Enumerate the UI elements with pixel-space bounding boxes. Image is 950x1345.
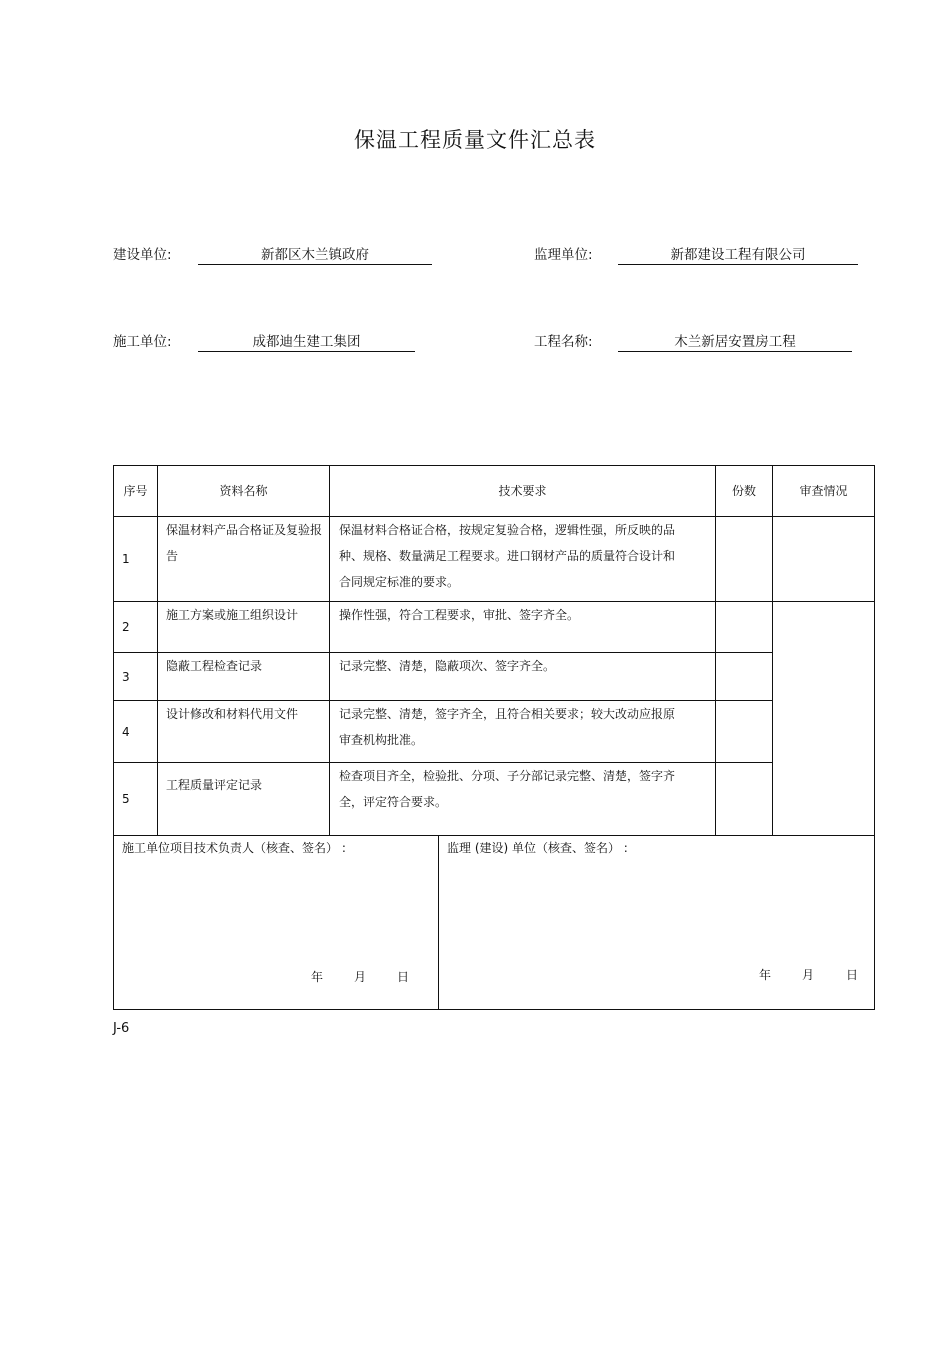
table-header-row: [114, 466, 875, 517]
owner-label: 建设单位:: [113, 247, 172, 263]
project-label: 工程名称:: [534, 334, 593, 350]
contractor-value: 成都迪生建工集团: [198, 330, 415, 352]
table-row: [114, 701, 875, 763]
row-review-merged: [773, 602, 875, 836]
supervisor-day: 日: [846, 968, 859, 982]
row-copies: [716, 517, 773, 602]
table-row: [114, 517, 875, 602]
row-name: 施工方案或施工组织设计: [158, 602, 330, 653]
row-copies: [716, 701, 773, 763]
table-row: [114, 653, 875, 701]
header-copies: 份数: [716, 466, 773, 517]
contractor-month: 月: [354, 970, 367, 984]
row-name: 工程质量评定记录: [158, 763, 330, 836]
signature-row: [114, 836, 875, 1010]
summary-table: [113, 465, 875, 1010]
row-requirement: 记录完整、清楚，隐蔽项次、签字齐全。: [330, 653, 716, 701]
supervisor-label: 监理单位:: [534, 247, 593, 263]
row-copies: [716, 763, 773, 836]
row-name: 保温材料产品合格证及复验报告: [158, 517, 330, 602]
row-requirement: 检查项目齐全，检验批、分项、子分部记录完整、清楚，签字齐全，评定符合要求。: [330, 763, 716, 836]
row-copies: [716, 653, 773, 701]
supervisor-value: 新都建设工程有限公司: [618, 243, 858, 265]
table-row: [114, 602, 875, 653]
row-no: 2: [114, 602, 158, 653]
row-requirement: 操作性强，符合工程要求，审批、签字齐全。: [330, 602, 716, 653]
row-no: 1: [114, 517, 158, 602]
owner-value: 新都区木兰镇政府: [198, 243, 432, 265]
row-name: 隐蔽工程检查记录: [158, 653, 330, 701]
contractor-signature-label: 施工单位项目技术负责人（核查、签名） :: [122, 841, 346, 855]
row-no: 4: [114, 701, 158, 763]
supervisor-month: 月: [802, 968, 815, 982]
row-requirement: 记录完整、清楚，签字齐全，且符合相关要求；较大改动应报原审查机构批准。: [330, 701, 716, 763]
contractor-label: 施工单位:: [113, 334, 172, 350]
row-no: 5: [114, 763, 158, 836]
contractor-day: 日: [397, 970, 410, 984]
row-no: 3: [114, 653, 158, 701]
header-review: 审查情况: [773, 466, 875, 517]
row-review: [773, 517, 875, 602]
contractor-year: 年: [311, 970, 324, 984]
table-row: [114, 763, 875, 836]
row-name: 设计修改和材料代用文件: [158, 701, 330, 763]
document-title: 保温工程质量文件汇总表: [354, 128, 596, 152]
supervisor-signature-label: 监理 (建设) 单位（核查、签名） :: [447, 841, 628, 855]
supervisor-signature-cell: [439, 836, 875, 1010]
row-copies: [716, 602, 773, 653]
header-name: 资料名称: [158, 466, 330, 517]
header-no: 序号: [114, 466, 158, 517]
form-code: J-6: [113, 1021, 130, 1036]
supervisor-year: 年: [759, 968, 772, 982]
header-requirement: 技术要求: [330, 466, 716, 517]
contractor-signature-cell: [114, 836, 439, 1010]
project-value: 木兰新居安置房工程: [618, 330, 852, 352]
row-requirement: 保温材料合格证合格，按规定复验合格，逻辑性强，所反映的品种、规格、数量满足工程要求。进口钢材产品的质量符合设计和合同规定标准的要求。: [330, 517, 716, 602]
